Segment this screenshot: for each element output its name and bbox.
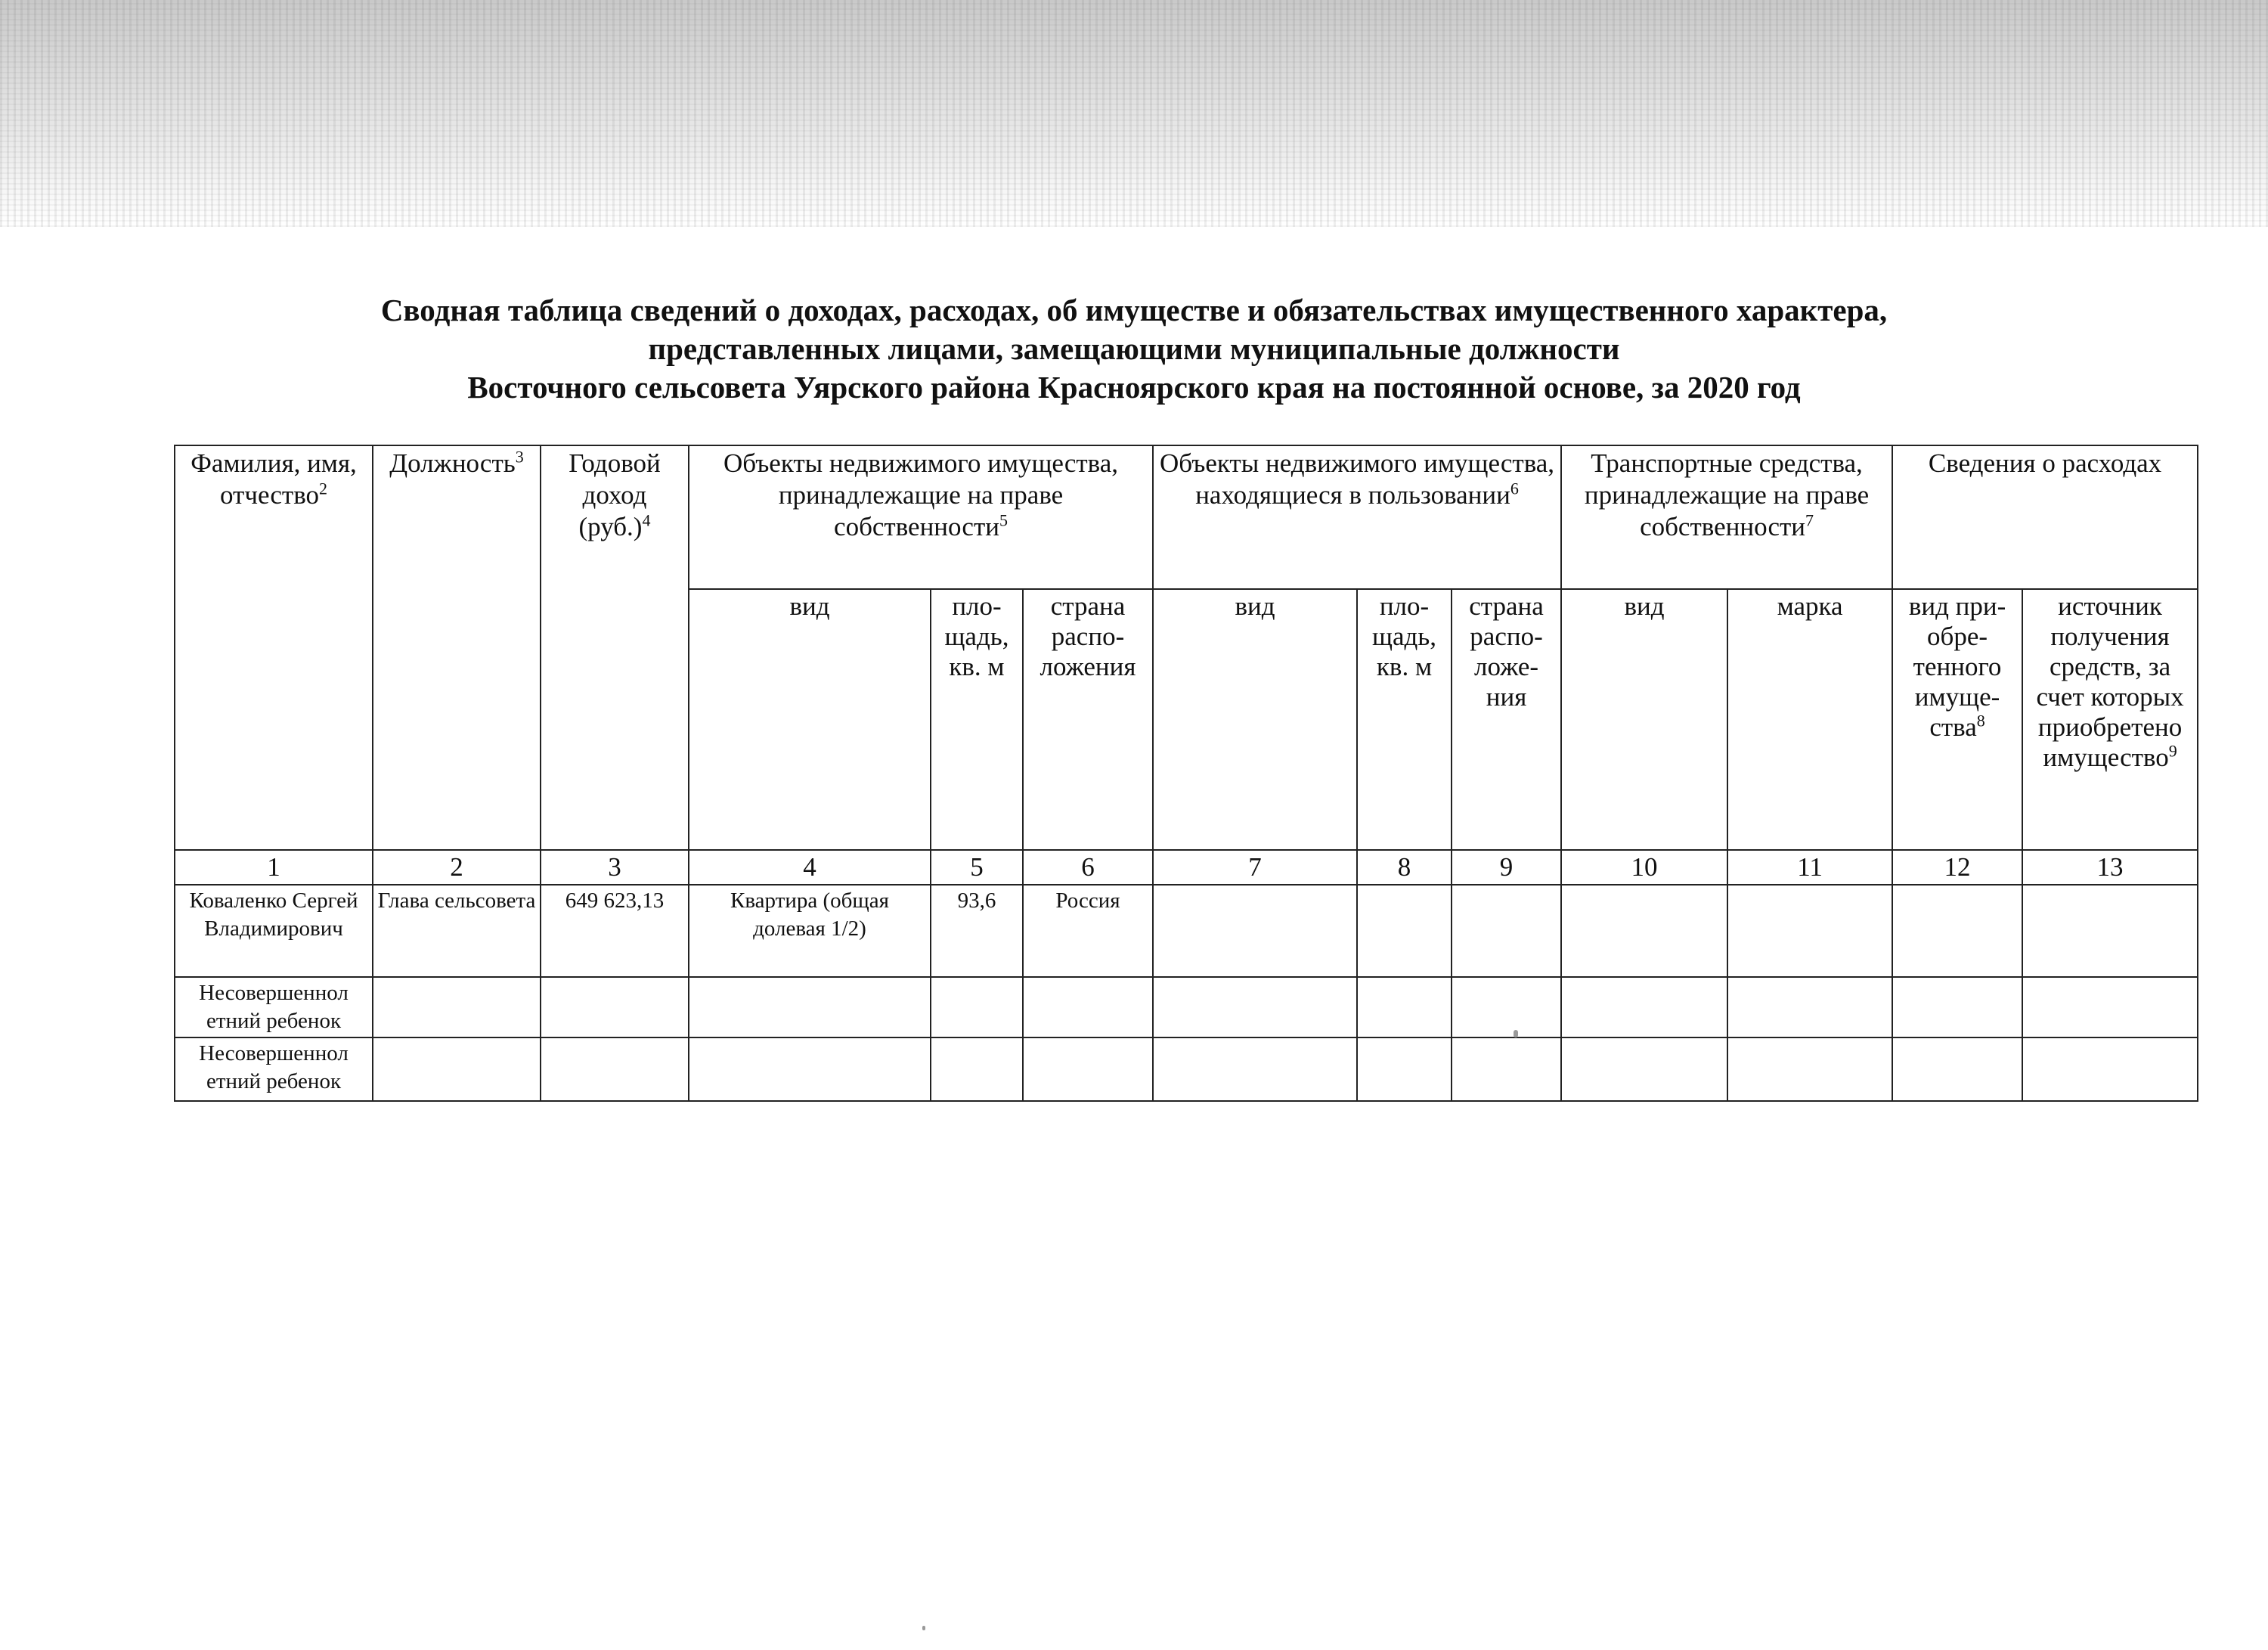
header-income: Годовой доход $(руб.)^4$: [541, 445, 689, 850]
cell-empty: [373, 977, 541, 1037]
header-expenses: Сведения о расходах: [1892, 445, 2198, 589]
sub-use-vid: вид: [1153, 589, 1357, 850]
header-fio: Фамилия, имя, отчество$^2$: [175, 445, 373, 850]
column-number: 7: [1153, 850, 1357, 885]
cell-empty: [1561, 885, 1727, 977]
cell-empty: [1727, 1037, 1892, 1101]
column-number: 6: [1023, 850, 1153, 885]
cell-empty: [1727, 885, 1892, 977]
cell-empty: [1023, 1037, 1153, 1101]
cell-empty: [1727, 977, 1892, 1037]
cell-fio: Коваленко Сергей Владимирович: [175, 885, 373, 977]
sub-funds-source: источник получения средств, за счет которых приобретено имущество$^9$: [2022, 589, 2198, 850]
cell-empty: [541, 1037, 689, 1101]
cell-empty: [689, 977, 931, 1037]
column-number: 4: [689, 850, 931, 885]
cell-empty: [1357, 1037, 1452, 1101]
column-number: 11: [1727, 850, 1892, 885]
column-number: 12: [1892, 850, 2022, 885]
column-number: 10: [1561, 850, 1727, 885]
cell-empty: [2022, 1037, 2198, 1101]
cell-empty: [2022, 885, 2198, 977]
cell-position: Глава сельсовета: [373, 885, 541, 977]
column-number: 2: [373, 850, 541, 885]
cell-owned-vid: Квартира (общая долевая 1/2): [689, 885, 931, 977]
declaration-table: [174, 445, 2198, 1102]
table-row: [175, 885, 2198, 977]
cell-empty: [1153, 885, 1357, 977]
cell-empty: [931, 977, 1023, 1037]
column-number: 13: [2022, 850, 2198, 885]
sub-acquired-type: вид при-обре-тенного имуще-ства$^8$: [1892, 589, 2022, 850]
sub-use-country: страна распо-ложе-ния: [1452, 589, 1561, 850]
cell-empty: [1892, 885, 2022, 977]
column-number: 8: [1357, 850, 1452, 885]
cell-owned-area: 93,6: [931, 885, 1023, 977]
cell-empty: [2022, 977, 2198, 1037]
column-number-row: [175, 850, 2198, 885]
sub-use-area: пло-щадь, кв. м: [1357, 589, 1452, 850]
cell-empty: [1452, 885, 1561, 977]
document-title: [166, 291, 2102, 407]
cell-empty: [1452, 977, 1561, 1037]
column-number: 9: [1452, 850, 1561, 885]
cell-empty: [1452, 1037, 1561, 1101]
cell-empty: [1892, 977, 2022, 1037]
cell-income: 649 623,13: [541, 885, 689, 977]
header-row-groups: [175, 445, 2198, 589]
sub-owned-area: пло-щадь, кв. м: [931, 589, 1023, 850]
title-line-3: Восточного сельсовета Уярского района Красноярского края на постоянной основе, за 2020 год: [467, 370, 1801, 405]
cell-empty: [1153, 1037, 1357, 1101]
header-position: Должность$^3$: [373, 445, 541, 850]
sub-vehicle-brand: марка: [1727, 589, 1892, 850]
sub-owned-country: страна распо-ложения: [1023, 589, 1153, 850]
cell-empty: [1357, 885, 1452, 977]
cell-empty: [689, 1037, 931, 1101]
sub-vehicle-vid: вид: [1561, 589, 1727, 850]
title-line-2: представленных лицами, замещающими муниципальные должности: [648, 331, 1620, 366]
cell-empty: [373, 1037, 541, 1101]
cell-empty: [1023, 977, 1153, 1037]
header-owned-property: Объекты недвижимого имущества, принадлежащие на праве собственности$^5$: [689, 445, 1153, 589]
table-row: [175, 1037, 2198, 1101]
scan-noise-band: [0, 0, 2268, 227]
sub-owned-vid: вид: [689, 589, 931, 850]
cell-empty: [1561, 1037, 1727, 1101]
cell-empty: [1357, 977, 1452, 1037]
cell-fio: Несовершеннол етний ребенок: [175, 977, 373, 1037]
column-number: 5: [931, 850, 1023, 885]
scan-speck: [1514, 1030, 1518, 1037]
title-line-1: Сводная таблица сведений о доходах, расходах, об имуществе и обязательствах имущественного характера,: [380, 293, 1888, 327]
cell-fio: Несовершеннол етний ребенок: [175, 1037, 373, 1101]
column-number: 3: [541, 850, 689, 885]
header-vehicles: Транспортные средства, принадлежащие на праве собственности$^7$: [1561, 445, 1892, 589]
header-property-in-use: Объекты недвижимого имущества, находящиеся в пользовании$^6$: [1153, 445, 1561, 589]
scan-speck: [922, 1626, 925, 1630]
cell-empty: [1153, 977, 1357, 1037]
cell-empty: [931, 1037, 1023, 1101]
column-number: 1: [175, 850, 373, 885]
cell-empty: [1892, 1037, 2022, 1101]
cell-empty: [1561, 977, 1727, 1037]
cell-empty: [541, 977, 689, 1037]
cell-owned-country: Россия: [1023, 885, 1153, 977]
table-row: [175, 977, 2198, 1037]
